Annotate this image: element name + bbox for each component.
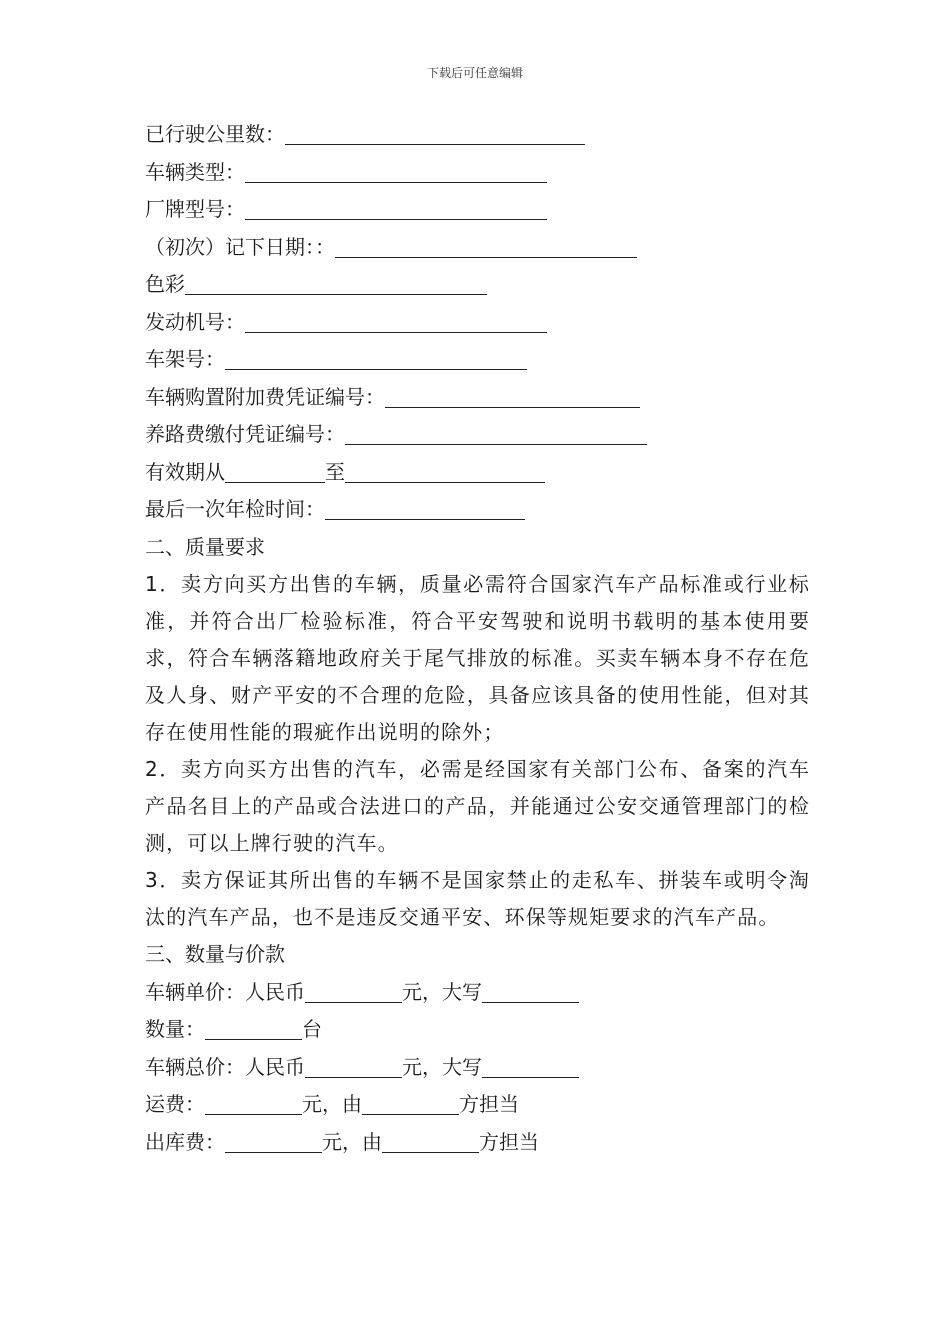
valid-to-label: 至 bbox=[325, 459, 345, 484]
outbound-fee-party-blank[interactable] bbox=[382, 1128, 479, 1153]
outbound-fee-row bbox=[145, 1124, 810, 1162]
outbound-fee-blank[interactable] bbox=[225, 1128, 322, 1153]
purchase-tax-blank[interactable] bbox=[385, 383, 640, 408]
purchase-tax-row bbox=[145, 379, 810, 417]
total-price-yuan-label: 元，大写 bbox=[402, 1054, 482, 1079]
frame-no-row bbox=[145, 341, 810, 379]
section3-title: 三、数量与价款 bbox=[145, 942, 285, 966]
unit-price-row bbox=[145, 974, 810, 1012]
frame-no-blank[interactable] bbox=[225, 345, 527, 370]
page-header: 下载后可任意编辑 bbox=[426, 66, 523, 80]
valid-from-blank[interactable] bbox=[225, 458, 325, 483]
engine-no-blank[interactable] bbox=[245, 308, 547, 333]
section2-title: 二、质量要求 bbox=[145, 534, 265, 559]
engine-no-label: 发动机号： bbox=[145, 309, 245, 334]
valid-to-blank[interactable] bbox=[345, 458, 545, 483]
road-fee-label: 养路费缴付凭证编号： bbox=[145, 422, 345, 446]
quantity-blank[interactable] bbox=[205, 1015, 302, 1040]
vehicle-type-row bbox=[145, 154, 810, 192]
quantity-label: 数量： bbox=[145, 1017, 205, 1041]
freight-yuan-label: 元，由 bbox=[302, 1092, 362, 1116]
brand-model-row bbox=[145, 191, 810, 229]
unit-price-capital-blank[interactable] bbox=[482, 978, 579, 1003]
vehicle-type-blank[interactable] bbox=[245, 158, 547, 183]
mileage-row bbox=[145, 116, 810, 154]
total-price-row bbox=[145, 1049, 810, 1087]
color-row bbox=[145, 266, 810, 304]
unit-price-yuan-label: 元，大写 bbox=[402, 979, 482, 1004]
total-price-capital-blank[interactable] bbox=[482, 1053, 579, 1078]
frame-no-label: 车架号： bbox=[145, 347, 225, 371]
unit-price-blank[interactable] bbox=[305, 978, 402, 1003]
engine-no-row bbox=[145, 304, 810, 342]
outbound-fee-yuan-label: 元，由 bbox=[322, 1129, 382, 1154]
outbound-fee-label: 出库费： bbox=[145, 1129, 225, 1154]
section2-paragraph-3: 3．卖方保证其所出售的车辆不是国家禁止的走私车、拼装车或明令淘汰的汽车产品，也不是违反交通平安、环保等规矩要求的汽车产品。 bbox=[145, 868, 810, 929]
unit-price-label: 车辆单价：人民币 bbox=[145, 979, 305, 1004]
valid-from-label: 有效期从 bbox=[145, 459, 225, 484]
purchase-tax-label: 车辆购置附加费凭证编号： bbox=[145, 384, 385, 409]
freight-party-blank[interactable] bbox=[362, 1090, 459, 1115]
total-price-label: 车辆总价：人民币 bbox=[145, 1054, 305, 1079]
mileage-blank[interactable] bbox=[285, 120, 585, 145]
last-inspection-row bbox=[145, 491, 810, 529]
mileage-label: 已行驶公里数： bbox=[145, 122, 285, 146]
last-inspection-blank[interactable] bbox=[325, 495, 525, 520]
outbound-fee-bears-label: 方担当 bbox=[479, 1129, 539, 1154]
last-inspection-label: 最后一次年检时间： bbox=[145, 497, 325, 521]
freight-blank[interactable] bbox=[205, 1090, 302, 1115]
brand-model-label: 厂牌型号： bbox=[145, 197, 245, 221]
quantity-unit: 台 bbox=[302, 1017, 322, 1041]
quantity-row bbox=[145, 1011, 810, 1049]
freight-bears-label: 方担当 bbox=[459, 1092, 519, 1116]
vehicle-type-label: 车辆类型： bbox=[145, 159, 245, 184]
section2-paragraph-2: 2．卖方向买方出售的汽车，必需是经国家有关部门公布、备案的汽车产品名目上的产品或合法进口的产品，并能通过公安交通管理部门的检测，可以上牌行驶的汽车。 bbox=[145, 757, 810, 855]
register-date-blank[interactable] bbox=[335, 233, 637, 258]
freight-row bbox=[145, 1086, 810, 1124]
document-body bbox=[145, 116, 810, 1161]
brand-model-blank[interactable] bbox=[245, 195, 547, 220]
valid-period-row bbox=[145, 454, 810, 492]
color-label: 色彩 bbox=[145, 272, 185, 296]
register-date-label: （初次）记下日期：： bbox=[145, 234, 335, 259]
color-blank[interactable] bbox=[185, 270, 487, 295]
total-price-blank[interactable] bbox=[305, 1053, 402, 1078]
road-fee-blank[interactable] bbox=[345, 420, 647, 445]
road-fee-row bbox=[145, 416, 810, 454]
freight-label: 运费： bbox=[145, 1092, 205, 1116]
section2-paragraph-1: 1．卖方向买方出售的车辆，质量必需符合国家汽车产品标准或行业标准，并符合出厂检验标准，符合平安驾驶和说明书载明的基本使用要求，符合车辆落籍地政府关于尾气排放的标准。买卖车辆本身不存在危及人身、财产平安的不合理的危险，具备应该具备的使用性能，但对其存在使用性能的瑕疵作出说明的除外； bbox=[145, 572, 810, 744]
register-date-row bbox=[145, 229, 810, 267]
